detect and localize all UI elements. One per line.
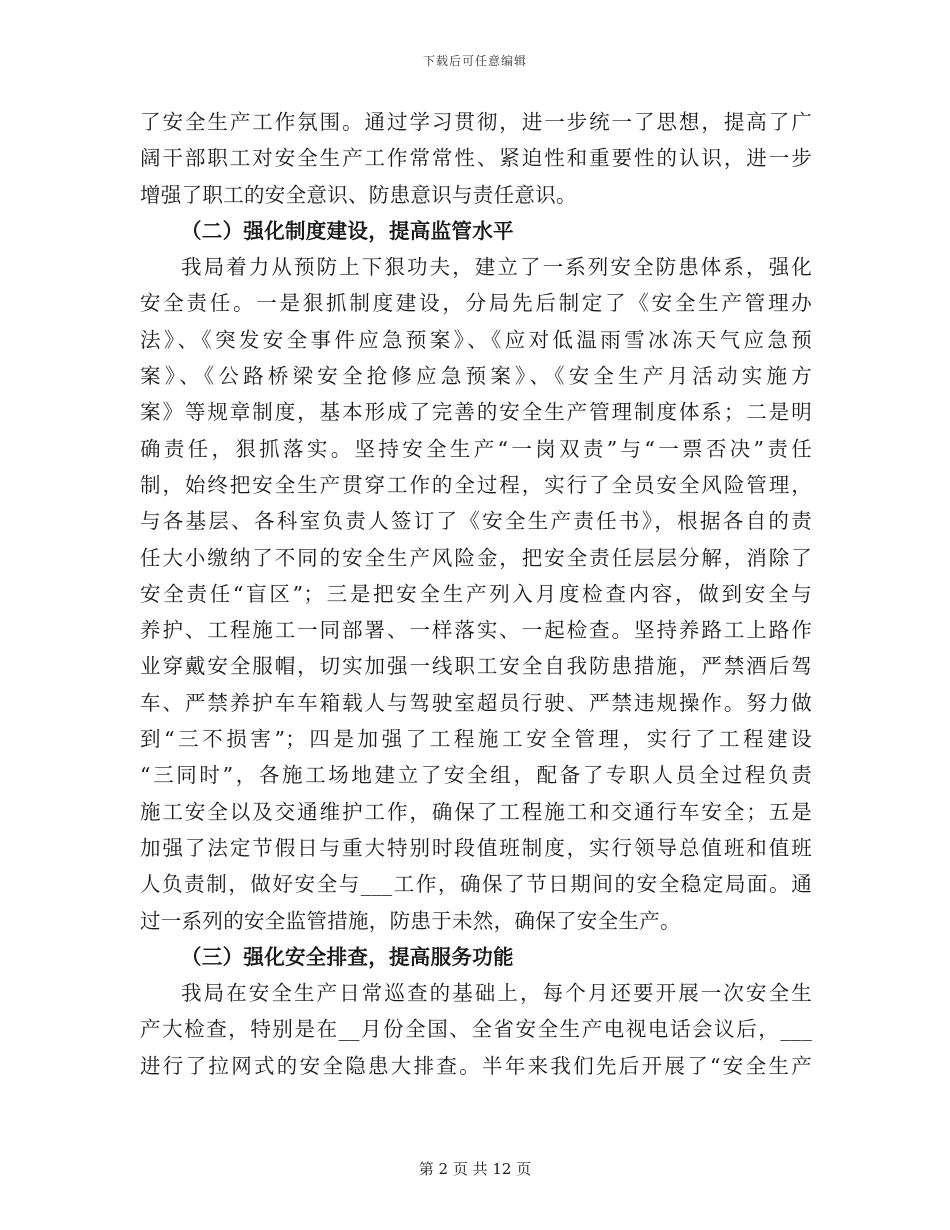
- body-line: 了安全生产工作氛围。通过学习贯彻，进一步统一了思想，提高了广: [140, 110, 812, 134]
- body-line: 产大检查，特别是在__月份全国、全省安全生产电视电话会议后，___: [140, 1017, 812, 1042]
- body-line: “三同时”，各施工场地建立了安全组，配备了专职人员全过程负责: [140, 763, 812, 788]
- body-line: 我局在安全生产日常巡查的基础上，每个月还要开展一次安全生: [181, 981, 812, 1006]
- body-line: 案》等规章制度，基本形成了完善的安全生产管理制度体系；二是明: [140, 400, 812, 425]
- body-line: 人负责制，做好安全与___工作，确保了节日期间的安全稳定局面。通: [140, 872, 812, 897]
- body-line: 制，始终把安全生产贯穿工作的全过程，实行了全员安全风险管理，: [140, 472, 812, 497]
- body-line: 到“三不损害”；四是加强了工程施工安全管理，实行了工程建设: [140, 727, 812, 752]
- body-line: 安全责任“盲区”；三是把安全生产列入月度检查内容，做到安全与: [140, 581, 812, 606]
- body-line: 案》、《公路桥梁安全抢修应急预案》、《安全生产月活动实施方: [140, 364, 812, 389]
- body-line: 车、严禁养护车车箱载人与驾驶室超员行驶、严禁违规操作。努力做: [140, 690, 812, 715]
- body-line: 过一系列的安全监管措施，防患于未然，确保了安全生产。: [140, 908, 681, 933]
- body-line: 安全责任。一是狠抓制度建设，分局先后制定了《安全生产管理办: [140, 291, 812, 316]
- body-line: 与各基层、各科室负责人签订了《安全生产责任书》，根据各自的责: [140, 509, 812, 534]
- body-line: 加强了法定节假日与重大特别时段值班制度，实行领导总值班和值班: [140, 835, 812, 860]
- body-line: 我局着力从预防上下狠功夫，建立了一系列安全防患体系，强化: [181, 255, 812, 280]
- body-line: 确责任，狠抓落实。坚持安全生产“一岗双责”与“一票否决”责任: [140, 436, 812, 461]
- section-heading: （二）强化制度建设，提高监管水平: [181, 218, 514, 243]
- body-line: 进行了拉网式的安全隐患大排查。半年来我们先后开展了“安全生产: [140, 1053, 812, 1078]
- section-heading: （三）强化安全排查，提高服务功能: [181, 944, 514, 969]
- page-header: 下载后可任意编辑: [422, 54, 527, 68]
- body-line: 增强了职工的安全意识、防患意识与责任意识。: [140, 182, 577, 207]
- document-body: [140, 104, 812, 1084]
- page-footer: 第 2 页 共 12 页: [418, 1160, 532, 1178]
- body-line: 任大小缴纳了不同的安全生产风险金，把安全责任层层分解，消除了: [140, 545, 812, 570]
- body-line: 施工安全以及交通维护工作，确保了工程施工和交通行车安全；五是: [140, 799, 812, 824]
- body-line: 阔干部职工对安全生产工作常常性、紧迫性和重要性的认识，进一步: [140, 146, 812, 171]
- body-line: 养护、工程施工一同部署、一样落实、一起检查。坚持养路工上路作: [140, 618, 812, 643]
- body-line: 业穿戴安全服帽，切实加强一线职工安全自我防患措施，严禁酒后驾: [140, 654, 812, 679]
- body-line: 法》、《突发安全事件应急预案》、《应对低温雨雪冰冻天气应急预: [140, 327, 812, 352]
